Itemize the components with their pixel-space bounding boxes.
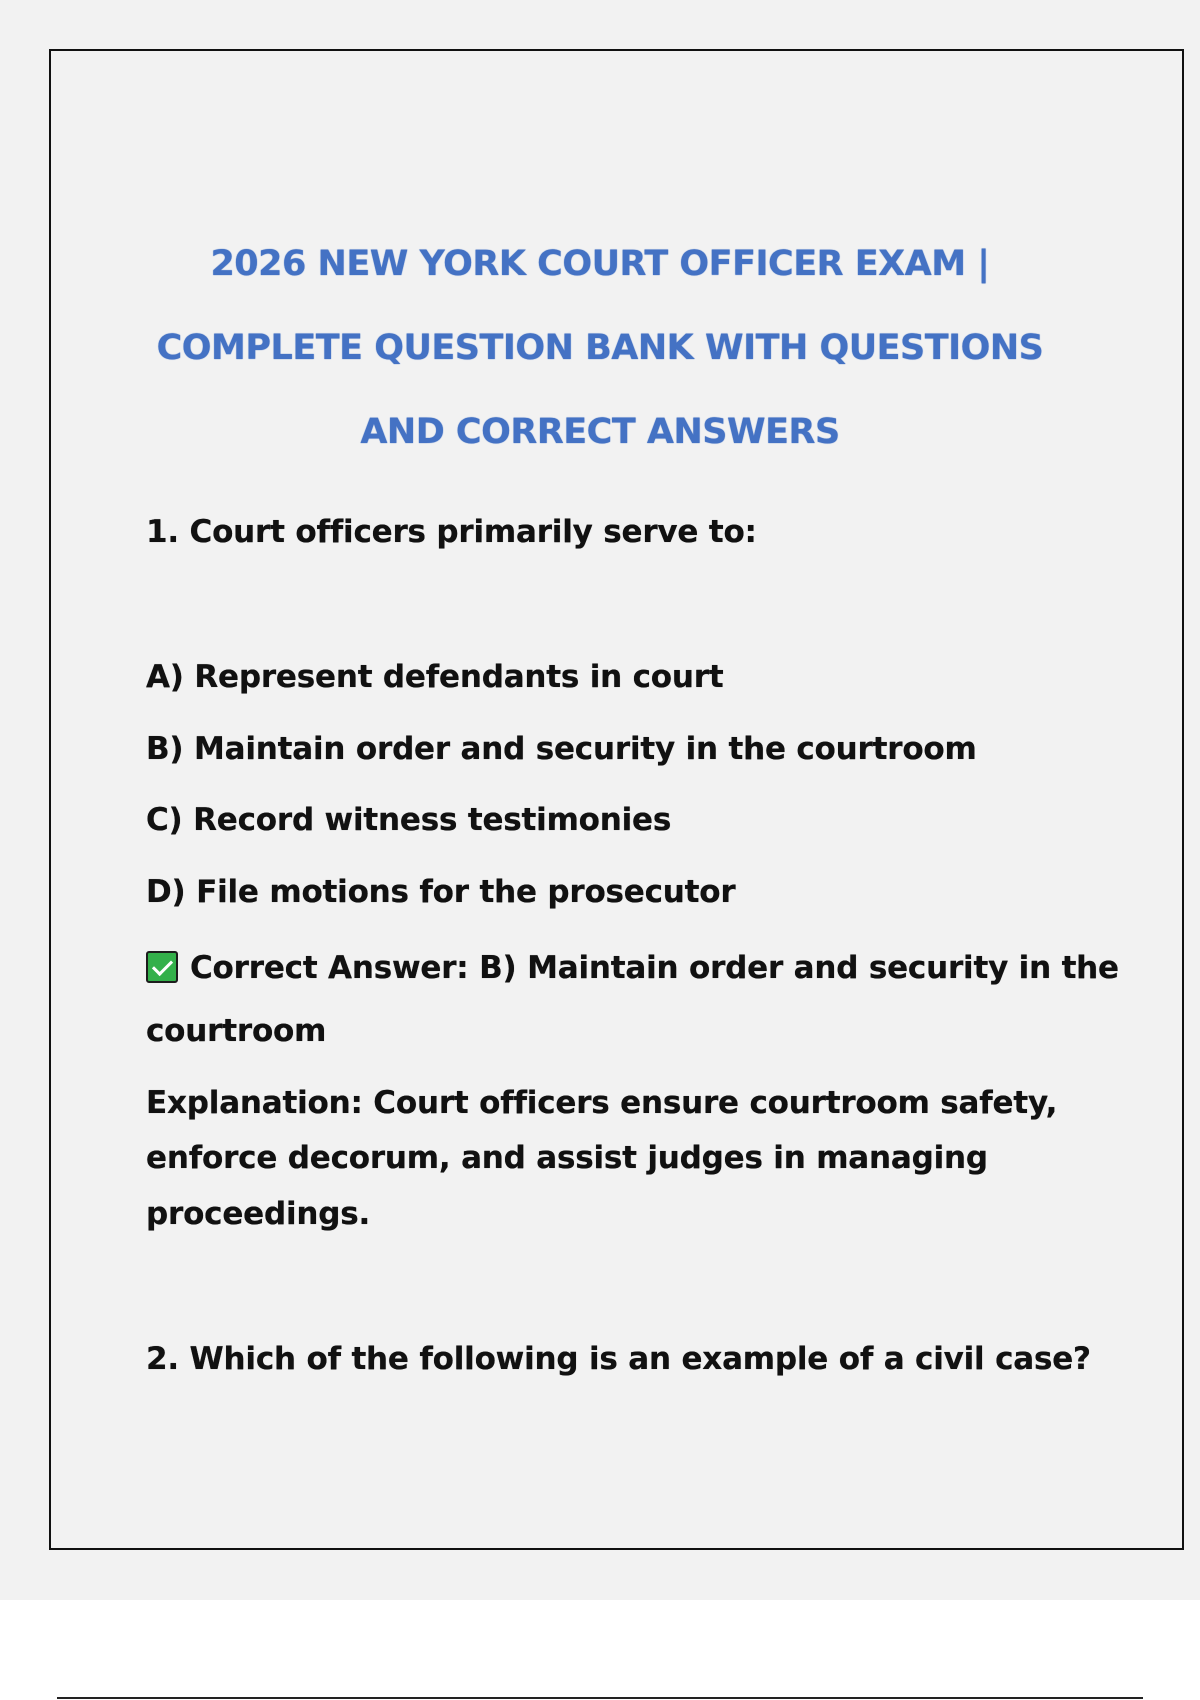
correct-answer-continuation: courtroom [146,1013,327,1049]
document-title-line-3: AND CORRECT ANSWERS [360,412,840,452]
question-2-text: 2. Which of the following is an example of a civil case? [146,1341,1091,1377]
document-title-line-1: 2026 NEW YORK COURT OFFICER EXAM | [210,244,990,284]
explanation-line-2: enforce decorum, and assist judges in managing [146,1140,988,1176]
check-mark-icon [146,951,178,983]
question-1-correct-answer [146,950,1119,986]
explanation-line-1: Explanation: Court officers ensure courtroom safety, [146,1085,1058,1121]
question-1-option-a: A) Represent defendants in court [146,659,724,695]
explanation-line-3: proceedings. [146,1196,371,1232]
question-1-text: 1. Court officers primarily serve to: [146,514,757,550]
question-1-option-c: C) Record witness testimonies [146,802,672,838]
question-1-option-b: B) Maintain order and security in the courtroom [146,731,977,767]
correct-answer-text: Correct Answer: B) Maintain order and security in the [190,950,1119,986]
document-title-line-2: COMPLETE QUESTION BANK WITH QUESTIONS [156,328,1044,368]
question-1-option-d: D) File motions for the prosecutor [146,874,736,910]
page-divider [57,1697,1143,1699]
